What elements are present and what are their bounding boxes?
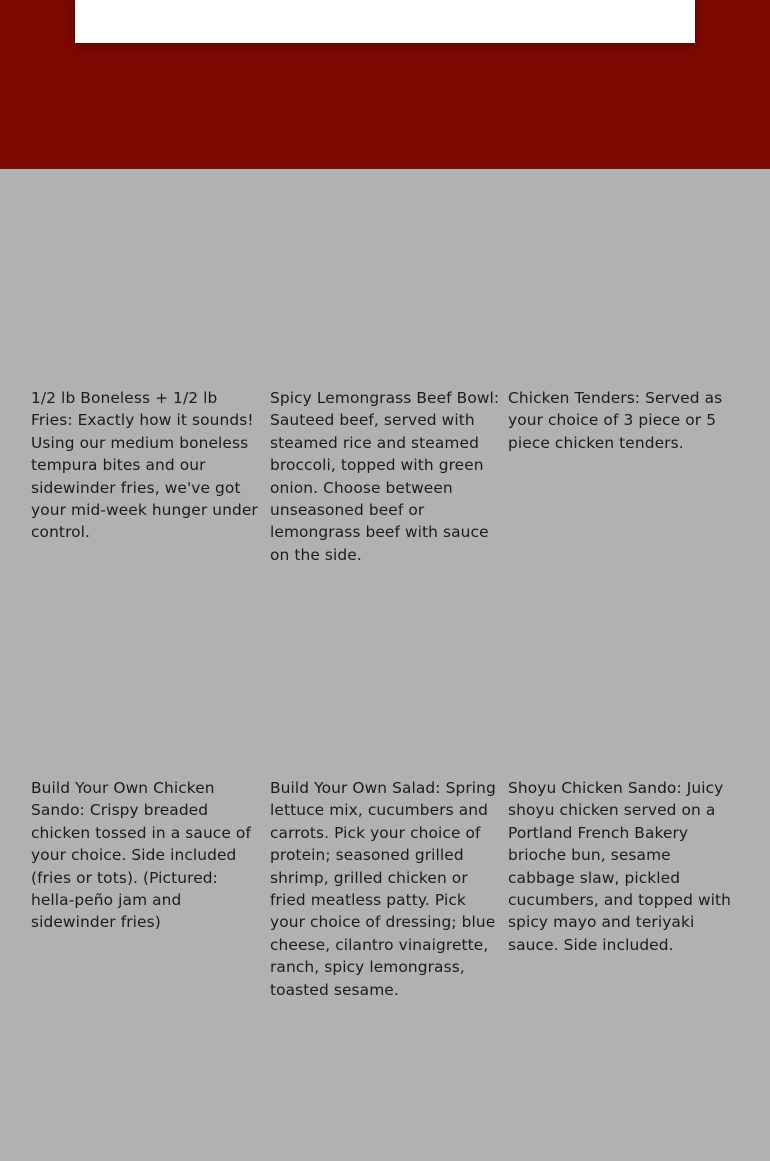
- menu-item-shoyu-chicken-sando[interactable]: [508, 559, 740, 954]
- menu-item-description: Build Your Own Chicken Sando: Crispy breaded chicken tossed in a sauce of your choice. Side included (fries or tots). (Pictured: hella-peño jam and sidewinder fries): [31, 779, 251, 932]
- menu-item-photo: [270, 169, 502, 387]
- menu-item-description: 1/2 lb Boneless + 1/2 lb Fries: Exactly how it sounds! Using our medium boneless tempura bites and our sidewinder fries, we've got your mid-week hunger under control.: [31, 389, 258, 542]
- menu-item-description: Chicken Tenders: Served as your choice of 3 piece or 5 piece chicken tenders.: [508, 389, 723, 452]
- header-card: [75, 0, 695, 43]
- menu-item-description: Shoyu Chicken Sando: Juicy shoyu chicken served on a Portland French Bakery brioche bun, sesame cabbage slaw, pickled cucumbers, and topped with spicy mayo and teriyaki sauce. Side included.: [508, 779, 732, 954]
- menu-item-salad[interactable]: [270, 559, 502, 999]
- menu-item-description: Build Your Own Salad: Spring lettuce mix, cucumbers and carrots. Pick your choice of protein; seasoned grilled shrimp, grilled chicken or fried meatless patty. Pick your choice of dressing; blue cheese, cilantro vinaigrette, ranch, spicy lemongrass, toasted sesame.: [270, 779, 496, 999]
- menu-item-lemongrass-beef-bowl[interactable]: [270, 169, 502, 564]
- menu-row: [31, 559, 743, 999]
- menu-item-photo: [31, 169, 263, 387]
- menu-item-boneless-fries[interactable]: [31, 169, 263, 559]
- menu-item-photo: [508, 559, 740, 777]
- menu-item-chicken-tenders[interactable]: [508, 169, 740, 559]
- menu-grid: [31, 169, 743, 999]
- menu-item-photo: [31, 559, 263, 777]
- menu-item-description: Spicy Lemongrass Beef Bowl: Sauteed beef, served with steamed rice and steamed broccoli, topped with green onion. Choose between unseasoned beef or lemongrass beef with sauce on the side.: [270, 389, 500, 564]
- menu-item-photo: [270, 559, 502, 777]
- header-banner: [0, 0, 770, 169]
- menu-item-chicken-sando[interactable]: [31, 559, 263, 949]
- menu-row: [31, 169, 743, 564]
- menu-item-photo: [508, 169, 740, 387]
